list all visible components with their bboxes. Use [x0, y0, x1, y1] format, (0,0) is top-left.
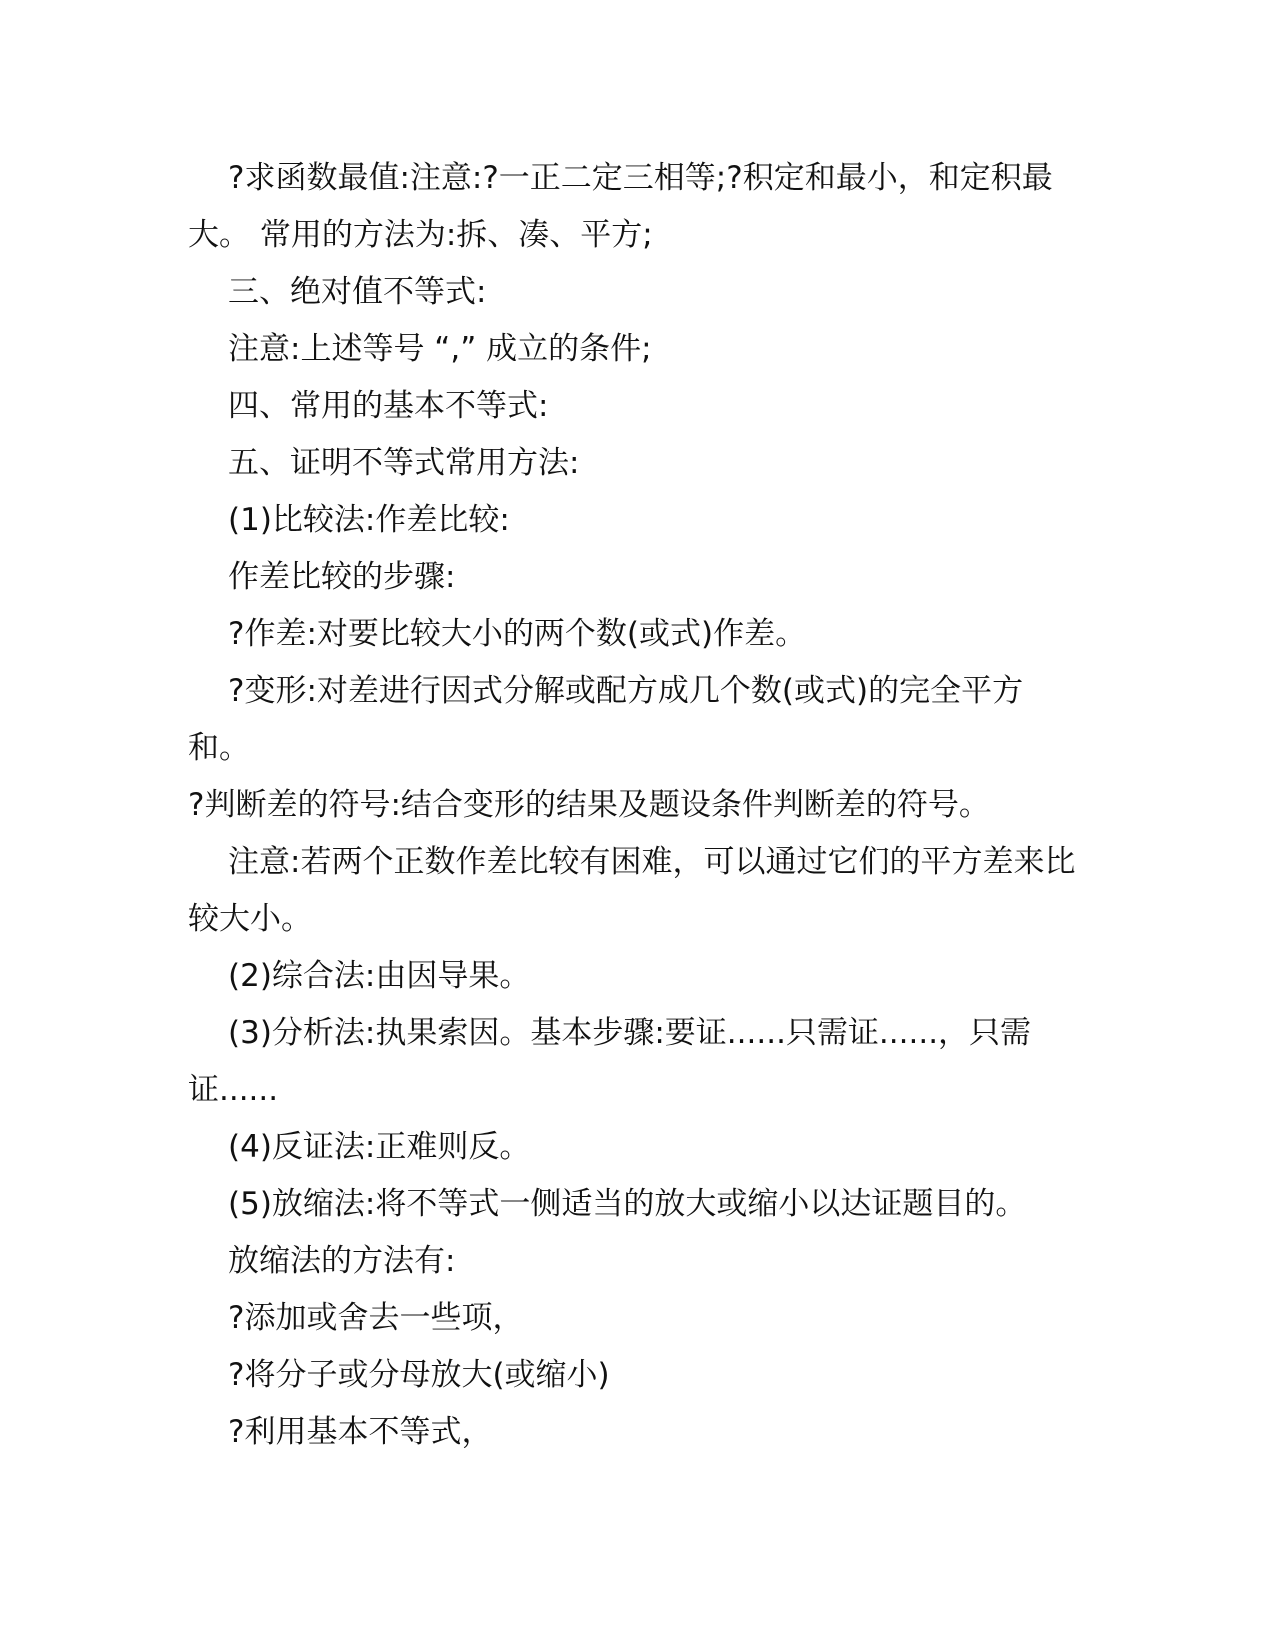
paragraph-6: (1)比较法:作差比较: — [228, 502, 510, 538]
paragraph-10: ?判断差的符号:结合变形的结果及题设条件判断差的符号。 — [188, 787, 990, 823]
document-body — [188, 150, 1078, 1461]
paragraph-13: (3)分析法:执果索因。基本步骤:要证......只需证......，只需证...... — [188, 1015, 1032, 1108]
paragraph-17: ?添加或舍去一些项， — [228, 1300, 524, 1336]
paragraph-11: 注意:若两个正数作差比较有困难，可以通过它们的平方差来比较大小。 — [188, 844, 1076, 937]
paragraph-16: 放缩法的方法有: — [228, 1243, 456, 1279]
paragraph-15: (5)放缩法:将不等式一侧适当的放大或缩小以达证题目的。 — [228, 1186, 1027, 1222]
paragraph-12: (2)综合法:由因导果。 — [228, 958, 531, 994]
paragraph-3: 注意:上述等号 “,” 成立的条件; — [228, 331, 652, 367]
paragraph-1: ?求函数最值:注意:?一正二定三相等;?积定和最小，和定积最大。 常用的方法为:拆、凑、平方; — [188, 160, 1053, 253]
paragraph-8: ?作差:对要比较大小的两个数(或式)作差。 — [228, 616, 807, 652]
paragraph-5: 五、证明不等式常用方法: — [228, 445, 580, 481]
paragraph-9: ?变形:对差进行因式分解或配方成几个数(或式)的完全平方和。 — [188, 673, 1024, 766]
paragraph-7: 作差比较的步骤: — [228, 559, 456, 595]
paragraph-19: ?利用基本不等式， — [228, 1414, 493, 1450]
paragraph-4: 四、常用的基本不等式: — [228, 388, 549, 424]
paragraph-18: ?将分子或分母放大(或缩小) — [228, 1357, 610, 1393]
paragraph-2: 三、绝对值不等式: — [228, 274, 487, 310]
paragraph-14: (4)反证法:正难则反。 — [228, 1129, 531, 1165]
